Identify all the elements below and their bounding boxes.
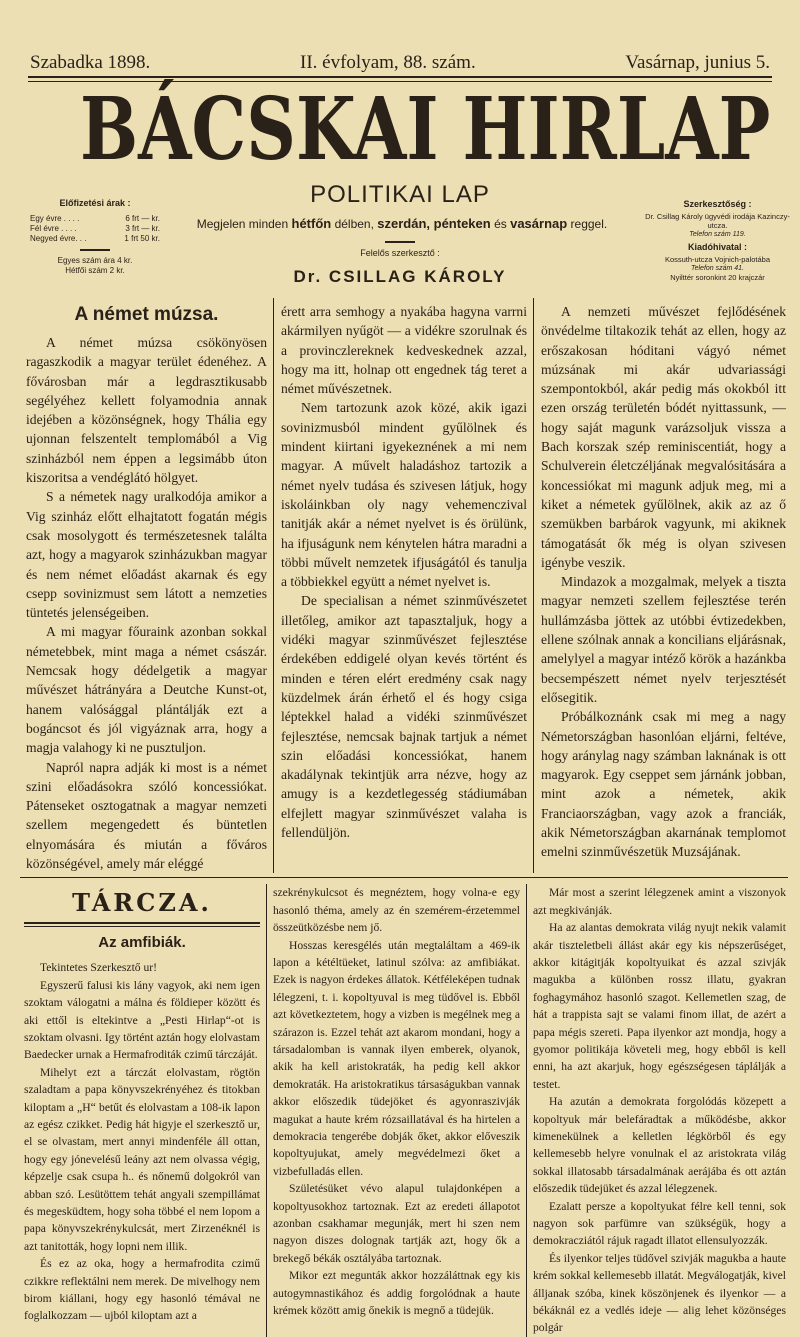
price-value: 1 frt 50 kr. (124, 234, 160, 243)
nyilter-price: Nyilttér soronkint 20 krajczár (670, 273, 765, 282)
price-value: 3 frt — kr. (125, 224, 160, 233)
feuilleton-column-1 (20, 884, 266, 1337)
publisher-address: Kossuth-utcza Vojnich-palotába (664, 255, 771, 264)
pub-text: reggel. (570, 217, 608, 231)
article-column-1 (20, 298, 273, 873)
article-column-3 (533, 298, 788, 873)
monday-issue-price: Hétfői szám 2 kr. (65, 266, 125, 275)
feuilleton-column-2 (266, 884, 526, 1337)
paragraph: De specialisan a német szinművészetet illetőleg, amikor azt tapasztaljuk, hogy a vidéki magyar szinművészet fejlesztése érdekében eddigelé olyan kevés történt és minden e téren elért eredmény csak nagy küzdelmek árán érhető el és hogy csiga léptekkel halad a vidéki szinművészet fejlesztése, nemcsak bajnak tartjuk a német szin előadási koncessiókat, hanem akadálynak tekintjük arra nézve, hogy az amugy is a kezdetlegesség stádiumában elfejlett magyar szinművészet valaha is fellendüljön. (281, 593, 527, 841)
masthead-title: BÁCSKAI HIRLAP (80, 79, 771, 180)
section-heading-tarcza: TÁRCZA. (72, 888, 212, 918)
feuilleton (20, 878, 788, 1337)
pub-text: délben, (334, 217, 374, 231)
divider (24, 922, 260, 927)
paragraph: És ez az oka, hogy a hermafrodita czimű czikkre reflektálni nem merek. De mivelhogy nem birom kiállani, hogy egy hasonló témával ne foglalkozzam — ujból kiloptam azt a (24, 1257, 260, 1323)
editor-label: Felelős szerkesztő : (360, 248, 440, 258)
price-label: Fél évre . . . . (30, 224, 77, 233)
pub-day: szerdán, pénteken (377, 216, 491, 231)
feuilleton-title: Az amfibiák. (98, 934, 186, 952)
paragraph: Már most a szerint lélegzenek amint a viszonyok azt megkivánják. (533, 886, 786, 917)
editorial-address: Dr. Csillag Károly ügyvédi irodája Kazinczy-utcza. (645, 212, 790, 230)
paragraph: Mihelyt ezt a tárczát elolvastam, rögtön szaladtam a papa könyvszekrényéhez és titokban kiloptam a „H“ betűt és elolvastam a 108-ik lapon az egész czikket. Pedig hát higyje el szerkesztő ur, el se olvastam, mert annyi mindenféle áll ottan, hogy egy jónevelésű leány azt nem olvassa végig, képzelje csak csupa h.. és nőnemű dolgokról van abban szó. Lesütöttem tehát angyali szempillámat és megesküdtem, hogy soha többé el nem lopom a papa könyvszekrénykulcsát, mert Zirzenéknél is azt tanitották, hogy lopni nem illik. (24, 1065, 260, 1253)
publisher-heading: Kiadóhivatal : (687, 242, 747, 252)
paragraph: Ha az alantas demokrata világ nyujt nekik valamit akár tiszteletbeli állást akár egy kis népszerűséget, akkor kitágitják kopoltyuikat és azzal szivják magukba a különben rossz illatu, gyakran foghagymához hasonló szagot. Kellemetlen szag, de hát a trappista sajt se valami finom illat, de azért a papa mégis szereti. Papa ilyenkor azt mondja, hogy a gyomor politikája követeli meg, hogy ebből is kell enni, ha azt akarjuk, hogy egészségesen táplálják a testet. (533, 921, 786, 1091)
editorial-phone: Telefon szám 119. (689, 231, 746, 238)
pub-day: hétfőn (291, 216, 332, 231)
paragraph: Hosszas keresgélés után megtaláltam a 469-ik lapon a kétéltüeket, latinul szólva: az amfibiákat. Ezek is nagyon érdekes állatok. Kétféleképen tudnak lélegzeni, t. i. kopoltyuval is meg tüdővel is. Ebből azt következtetem, hogy a vizben is megélnek meg a szárazon is. Ezzel tehát azt akarom mondani, hogy a társadalomban is vannak ilyen emberek, olyanok, akik ha kell aristokraták, ha pedig kell akkor demokraták. Ha aristokratikus társaságukban vannak akkor előszedik tüdejöket és agyonraszivják magukat a haute krém rózsaillatával és ha hirtelen a demokracia tengerébe dobják őket, akkor előveszik kopoltyujukat, amely megvédelmezi őket a vizbefulladás ellen. (273, 938, 520, 1178)
paragraph: S a németek nagy uralkodója amikor a Vig szinház előtt elhajtatott fogatán mégis csak mosolygott és természetesnek találta azt, hogy a magyarok szinházukban magyar és nem német előadást akarnak és egy csepp sovinizmust sem látott a nemzeties tüntetés jelenségeiben. (26, 489, 267, 621)
lead-article (20, 298, 788, 878)
paragraph: A nemzeti művészet fejlődésének önvédelme tiltakozik tehát az ellen, hogy az erőszakosan hóditani vágyó német múzsának mi akár udvariassági szempontokból, akár pedig más okokból itt ezen ország területén bódét nyittassunk, — hogy saját magunk varázsoljuk vissza a Bach korszak szép reminiscentiát, hogy a Schulverein életczéljának megvalósitására a koncessiókat mi magunk adjuk meg, mi a kiket a németek gyűlölnek, akik az az ő szemükben barbárok vagyunk, mi akiknek támogatását ők még is olyan szivesen igénybe veszik. (541, 304, 786, 570)
publisher-phone: Telefon szám 41. (690, 265, 745, 272)
greeting: Tekintetes Szerkesztő ur! (40, 961, 158, 975)
paragraph: A német múzsa csökönyösen ragaszkodik a magyar terület édenéhez. A fővárosban már a legdrasztikusabb segélyéhez kellett folyamodnia annak idejében a közönségnek, hogy Thália egy ujonnan felszentelt templomából a Vig szinházból nem éppen a legsimább úton kiszoritsa a vendéglátó hölgyet. (26, 335, 267, 486)
issue-date: Vasárnap, junius 5. (625, 52, 770, 73)
place-year: Szabadka 1898. (30, 52, 151, 73)
feuilleton-column-3 (526, 884, 788, 1337)
paragraph: érett arra semhogy a nyakába hagyna varrni akármilyen nyűgöt — a vidékre szorulnak és a provinczlereknek kedveskednek azzal, hogy ma itt, holnap ott engednek tág teret a német művészetnek. (281, 304, 527, 397)
pub-text: Megjelen minden (196, 217, 289, 231)
editor-name: Dr. CSILLAG KÁROLY (293, 267, 507, 286)
article-title: A német múzsa. (74, 304, 219, 325)
price-value: 6 frt — kr. (125, 214, 160, 223)
prices-heading: Előfizetési árak : (59, 198, 131, 208)
article-column-2 (273, 298, 533, 873)
page-body (20, 0, 788, 1337)
paragraph: Ezalatt persze a kopoltyukat félre kell tenni, sok nagyon sok parfümre van szükségük, hogy a demokracziától rájuk ragadt illatot ellensulyozzák. (533, 1199, 786, 1248)
paragraph: Próbálkoznánk csak mi meg a nagy Németországban hasonlóan eljárni, feltéve, hogy aránylag nagy számban laknának is ott magyarok. Egy cseppet sem járnánk jobban, mint azok a németek, akik Franciaországban, vagy azok a franciák, akik Németországban akarnának templomot emelni szinművészetük Muzsájának. (541, 709, 786, 860)
paragraph: Nem tartozunk azok közé, akik igazi sovinizmusból mindent gyűlölnek és mindent kiirtani igyekeznének a mi nem magyar. A művelt haladáshoz tartozik a német nyelv tudása és szivesen látjuk, hogy iskoláinkban oly nagy vehemenczival tanitják akár a német nyelvet is és örülünk, ha ifjuságunk nem kénytelen hátra maradni a többi művelt nemzetek ifjuságától és tanulja a többiekkel együtt a német nyelvet is. (281, 400, 527, 590)
masthead-subtitle: POLITIKAI LAP (310, 181, 490, 208)
paragraph: szekrénykulcsot és megnéztem, hogy volna-e egy hasonló théma, amely az én szemérem-érzetemmel összeütközésbe nem jő. (273, 886, 520, 935)
paragraph: Napról napra adják ki most is a német szini előadásokra szóló koncessiókat. Pátenseket osztogatnak a magyar nemzeti szellem megengedett és büntetlen elnyomására és miután a főváros közönségével, amely már eléggé (26, 759, 267, 872)
pub-text: és (494, 217, 507, 231)
paragraph: Egyszerű falusi kis lány vagyok, aki nem igen szoktam válogatni a málna és földieper között és aki ettől is eltekintve a „Pesti Hirlap“-ot is szoktam olvasni. Igy történt aztán hogy elolvastam Baedecker urnak a Hermafroditák czimű tárczáját. (24, 978, 261, 1062)
volume-issue: II. évfolyam, 88. szám. (300, 52, 476, 73)
pub-day: vasárnap (510, 216, 568, 231)
paragraph: És ilyenkor teljes tüdővel szivják magukba a haute krém sokkal kellemesebb illatát. Megválogatják, kivel álljanak szóba, kinek köszönjenek és ilyenkor — a békáknál ez a vedlés ideje — alig lehet közönséges polgár (533, 1251, 786, 1335)
price-label: Negyed évre. . . (30, 234, 87, 243)
paragraph: Mikor ezt megunták akkor hozzáláttnak egy kis autogymnastikához és addig forgolódnak a haute krémek között amig őnekik is megnő a tüdejük. (273, 1269, 520, 1318)
paragraph: Ha azután a demokrata forgolódás közepett a kopoltyuk már belefáradtak a működésbe, akkor kimenekülnek a kelletlen légkörből és egy kellemesebb helyre vonulnak el az aristokrata világ sokkal illatosabb társadalmának aerájába és ott aztán előszedik tüdejüket és azzal lélegzenek. (533, 1095, 786, 1196)
editorial-heading: Szerkesztőség : (683, 199, 752, 209)
paragraph: Mindazok a mozgalmak, melyek a tiszta magyar nemzeti szellem fejlesztése terén hullámzásba jöttek az utóbbi évtizedekben, ellene szólnak annak a koncilians eljárásnak, amelylyel a magyar intéző körök a hazánkba becsempészett német nyelv terjesztését elősegitik. (541, 574, 786, 705)
paragraph: A mi magyar főuraink azonban sokkal németebbek, mint maga a német császár. Nemcsak hogy dédelgetik a magyar művészet hátrányára a Deutche Kunst-ot, hanem valósággal plántálják ezt a bogáncsot és jól vigyáznak arra, hogy a magja valahogy ki ne pusztuljon. (26, 624, 267, 756)
price-label: Egy évre . . . . (30, 214, 80, 223)
paragraph: Születésüket vévo alapul tulajdonképen a kopoltyusokhoz tartoznak. Ezt az eredeti állapotot azonban csakhamar megunják, mert hi szen nem nagyon diszes dolognak tartják azt, hogy ők a brekegő békák osztályába tartoznak. (273, 1182, 520, 1265)
single-issue-price: Egyes szám ára 4 kr. (57, 256, 133, 265)
